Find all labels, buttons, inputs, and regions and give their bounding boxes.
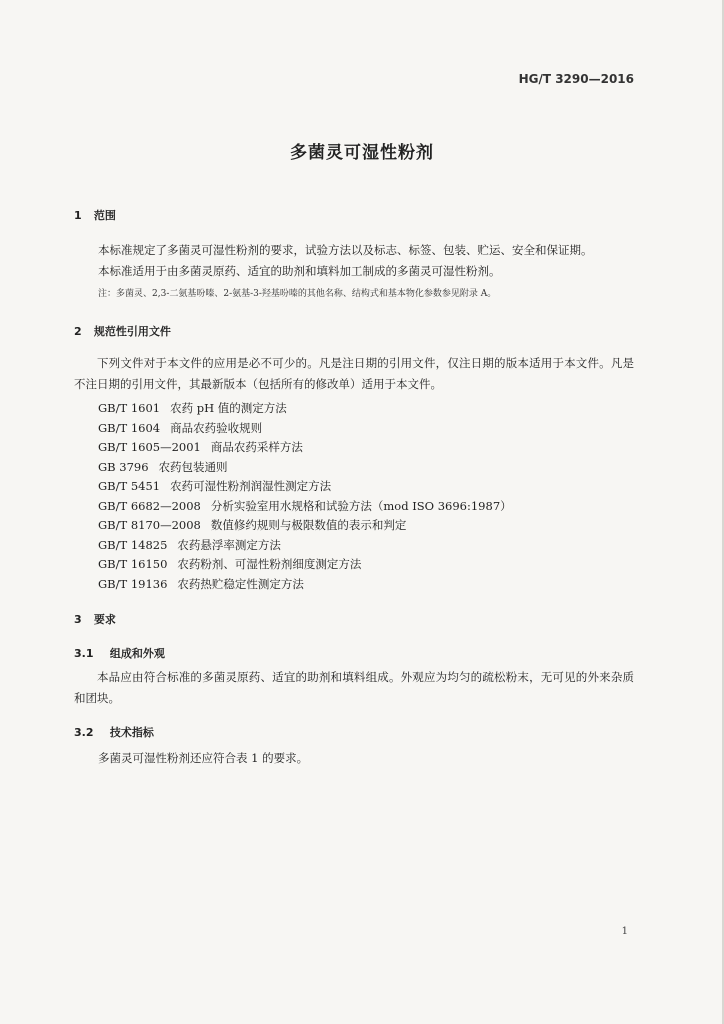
section-2-heading	[74, 323, 171, 339]
standard-code: HG/T 3290—2016	[518, 72, 634, 86]
reference-title: 农药 pH 值的测定方法	[170, 401, 287, 415]
reference-code: GB/T 1604	[98, 420, 161, 435]
subsection-number: 3.2	[74, 726, 94, 739]
reference-code: GB/T 14825	[98, 537, 168, 552]
reference-code: GB/T 1601	[98, 401, 161, 415]
reference-code: GB/T 16150	[98, 557, 168, 571]
section-number: 3	[74, 613, 82, 626]
reference-title: 农药热贮稳定性测定方法	[177, 576, 304, 591]
scope-paragraph-2: 本标准适用于由多菌灵原药、适宜的助剂和填料加工制成的多菌灵可湿性粉剂。	[98, 264, 501, 278]
reference-code: GB/T 5451	[98, 479, 161, 493]
reference-title: 商品农药验收规则	[170, 420, 263, 435]
composition-appearance-text: 本品应由符合标准的多菌灵原药、适宜的助剂和填料组成。外观应为均匀的疏松粉末，无可见的外来杂质和团块。	[74, 670, 634, 705]
reference-item	[98, 477, 512, 497]
scope-paragraph-1: 本标准规定了多菌灵可湿性粉剂的要求，试验方法以及标志、标签、包装、贮运、安全和保证期。	[98, 243, 593, 257]
reference-title: 数值修约规则与极限数值的表示和判定	[210, 518, 407, 532]
subsection-number: 3.1	[74, 647, 94, 660]
section-title: 范围	[93, 209, 116, 222]
reference-item	[98, 555, 512, 575]
references-intro: 下列文件对于本文件的应用是必不可少的。凡是注日期的引用文件，仅注日期的版本适用于本文件。凡是不注日期的引用文件，其最新版本（包括所有的修改单）适用于本文件。	[74, 356, 634, 391]
page-number: 1	[621, 926, 628, 937]
scope-note: 注：多菌灵、2,3-二氨基吩嗪、2-氨基-3-羟基吩嗪的其他名称、结构式和基本物化参数参见附录 A。	[98, 289, 497, 299]
document-title: 多菌灵可湿性粉剂	[290, 143, 434, 163]
reference-title: 商品农药采样方法	[210, 440, 303, 454]
reference-title: 农药悬浮率测定方法	[177, 537, 281, 552]
reference-list	[98, 399, 512, 594]
reference-title: 农药粉剂、可湿性粉剂细度测定方法	[177, 557, 362, 571]
reference-item	[98, 458, 512, 478]
technical-indicators-text: 多菌灵可湿性粉剂还应符合表 1 的要求。	[98, 751, 309, 765]
subsection-title: 技术指标	[109, 726, 154, 739]
reference-item	[98, 419, 512, 439]
reference-item	[98, 516, 512, 536]
reference-title: 农药包装通则	[158, 459, 228, 474]
reference-code: GB/T 19136	[98, 576, 168, 591]
section-number: 1	[74, 209, 82, 222]
reference-item	[98, 536, 512, 556]
reference-code: GB 3796	[98, 459, 149, 474]
section-title: 规范性引用文件	[93, 325, 171, 338]
reference-item	[98, 438, 512, 458]
reference-code: GB/T 8170—2008	[98, 518, 201, 532]
reference-item	[98, 399, 512, 419]
reference-code: GB/T 1605—2001	[98, 440, 201, 454]
section-3-heading	[74, 611, 116, 627]
reference-title: 农药可湿性粉剂润湿性测定方法	[170, 479, 332, 493]
section-number: 2	[74, 325, 82, 338]
subsection-3-2-heading	[74, 724, 154, 740]
subsection-3-1-heading	[74, 645, 165, 661]
subsection-title: 组成和外观	[109, 647, 165, 660]
reference-item	[98, 497, 512, 517]
section-title: 要求	[93, 613, 116, 626]
reference-item	[98, 575, 512, 595]
section-1-heading	[74, 207, 116, 223]
reference-title: 分析实验室用水规格和试验方法（mod ISO 3696:1987）	[210, 498, 512, 513]
reference-code: GB/T 6682—2008	[98, 498, 201, 513]
